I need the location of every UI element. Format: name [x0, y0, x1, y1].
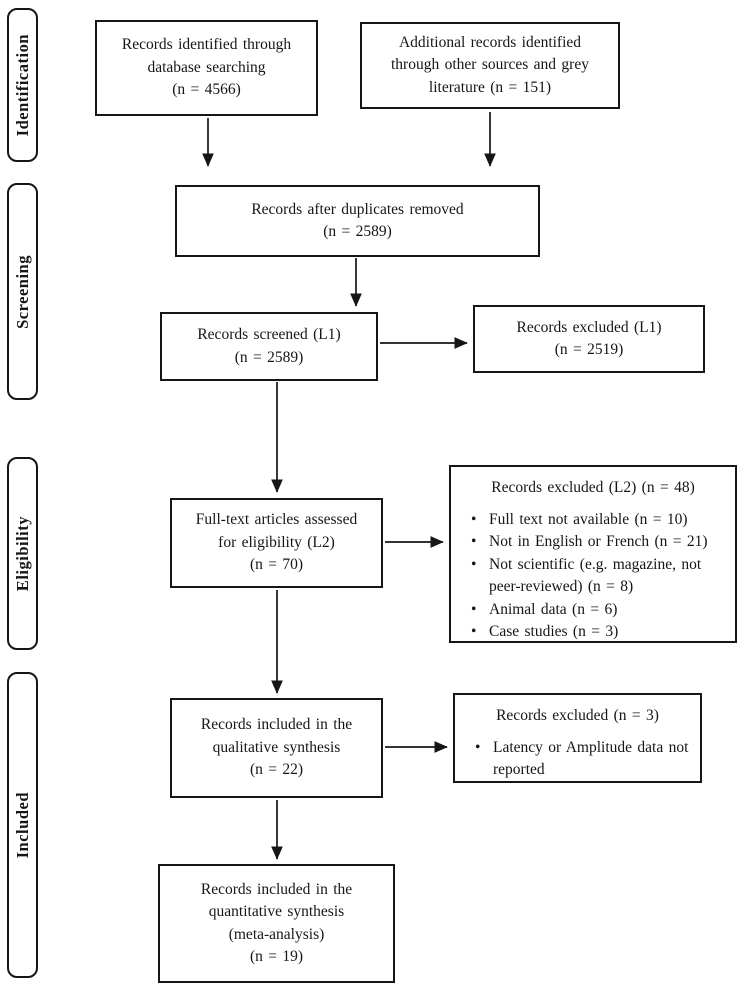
box-text-line: (n = 70)	[249, 556, 304, 574]
exclusion-reason: • Not in English or French (n = 21)	[459, 531, 727, 554]
stage-included	[7, 672, 38, 978]
box-text-line: Records identified through	[121, 36, 292, 54]
box-text-line: (n = 19)	[249, 948, 304, 965]
box-text-line: Records excluded (L1)	[516, 318, 662, 336]
box-text-line: (meta-analysis)	[228, 925, 325, 943]
box-text-line: Records after duplicates removed	[251, 200, 464, 218]
box-text-line: quantitative synthesis	[208, 903, 345, 920]
stage-label: Identification	[12, 33, 32, 137]
box-text-line: (n = 4566)	[172, 81, 241, 99]
box-text-line: (n = 2589)	[234, 348, 304, 366]
stage-identification	[7, 8, 38, 162]
box-title: Records excluded (L2) (n = 48)	[491, 479, 695, 496]
box-text-line: (n = 22)	[249, 761, 304, 779]
box-text-line: Records included in the	[200, 880, 353, 898]
box-duplicates-removed	[175, 185, 540, 257]
box-records-screened	[160, 312, 378, 381]
box-records-excluded-n3	[453, 693, 702, 783]
stage-screening	[7, 183, 38, 400]
box-text-line: qualitative synthesis	[212, 738, 341, 756]
exclusion-reason: • Latency or Amplitude data not reported	[463, 737, 692, 782]
exclusion-reason: • Case studies (n = 3)	[459, 621, 727, 644]
box-text-line: literature (n = 151)	[428, 78, 552, 96]
stage-label: Screening	[12, 254, 32, 329]
box-additional-records	[360, 22, 620, 109]
stage-eligibility	[7, 457, 38, 650]
box-text-line: Records included in the	[200, 716, 353, 734]
stage-label: Included	[12, 791, 32, 859]
box-text-line: Records screened (L1)	[197, 326, 341, 343]
exclusion-reason: • Full text not available (n = 10)	[459, 509, 727, 532]
box-qualitative-synthesis	[170, 698, 383, 798]
box-text-line: (n = 2519)	[554, 341, 624, 358]
box-text-line: for eligibility (L2)	[218, 533, 335, 551]
box-records-excluded-l2	[449, 465, 737, 643]
box-text-line: database searching	[147, 58, 266, 76]
box-text-line: Additional records identified	[398, 33, 582, 51]
box-text-line: through other sources and grey	[391, 56, 589, 74]
box-text-line: Full-text articles assessed	[195, 511, 358, 529]
box-title: Records excluded (n = 3)	[496, 707, 659, 724]
box-fulltext-assessed	[170, 498, 383, 588]
box-records-identified-database	[95, 20, 318, 116]
stage-label: Eligibility	[12, 515, 32, 592]
box-quantitative-synthesis	[158, 864, 395, 983]
exclusion-reason: • Animal data (n = 6)	[459, 599, 727, 622]
box-records-excluded-l1	[473, 305, 705, 373]
box-text-line: (n = 2589)	[323, 223, 392, 240]
exclusion-reason: • Not scientific (e.g. magazine, not peer-reviewed) (n = 8)	[459, 554, 727, 599]
